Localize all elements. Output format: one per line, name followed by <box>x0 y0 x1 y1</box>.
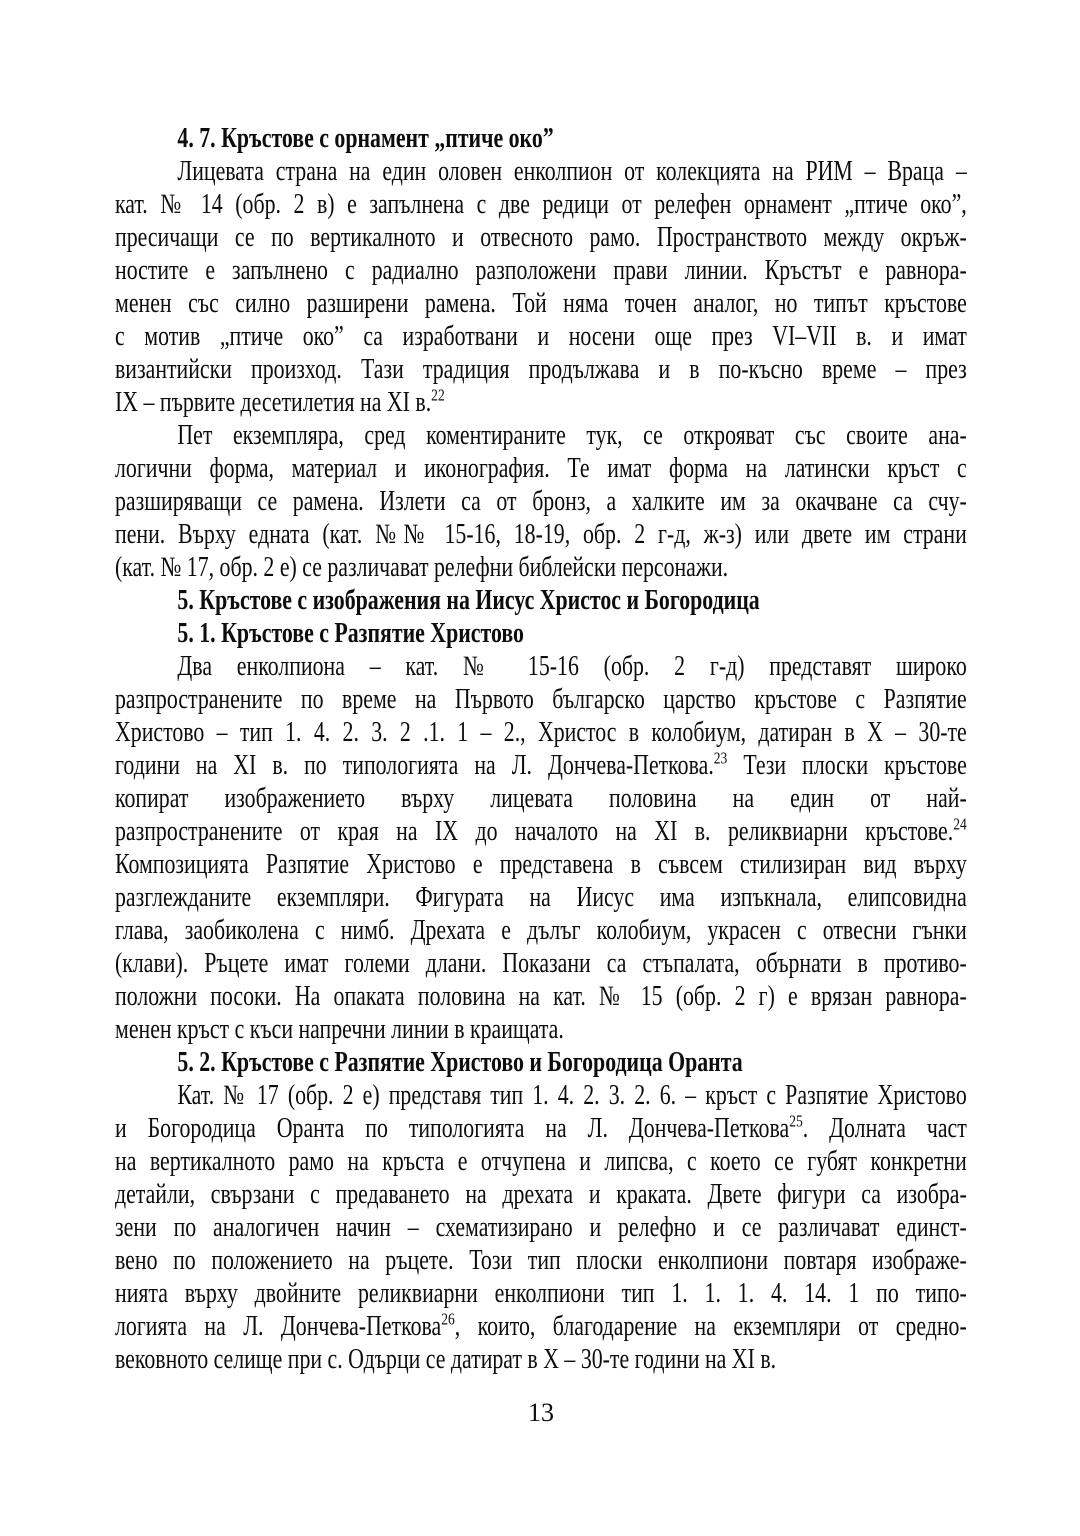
text-line: вековното селище при с. Одърци се датират в X – 30-те години на XI в. <box>115 1344 777 1375</box>
section-heading: 5. 1. Кръстове с Разпятие Христово <box>177 618 524 649</box>
text-line: пресичащи се по вертикалното и отвесното рамо. Пространството между окръж- <box>115 222 967 253</box>
text-line: византийски произход. Тази традиция продължава и в по-късно време – през <box>115 354 967 385</box>
text-line: положни посоки. На опаката половина на кат. № 15 (обр. 2 г) е врязан равнора- <box>115 981 967 1012</box>
text-line: (клави). Ръцете имат големи длани. Показани са стъпалата, обърнати в противо- <box>115 948 967 979</box>
text-line: разпространените от края на IX до началото на XI в. реликвиарни кръстове.$^{24}$ <box>115 814 967 847</box>
text-line: (кат. № 17, обр. 2 е) се различават релефни библейски персонажи. <box>115 552 729 583</box>
text-line: нията върху двойните реликвиарни енколпиони тип 1. 1. 1. 4. 14. 1 по типо- <box>115 1278 967 1309</box>
text-line: логични форма, материал и иконография. Те имат форма на латински кръст с <box>115 453 967 484</box>
text-line: разпространените по време на Първото българско царство кръстове с Разпятие <box>115 684 967 715</box>
footnote-ref: 26 <box>441 1309 455 1329</box>
text-line: Лицевата страна на един оловен енколпион от колекцията на РИМ – Враца – <box>177 156 967 187</box>
text-line: логията на Л. Дончева-Петкова$^{26}$, които, благодарение на екземпляри от средно- <box>115 1309 967 1342</box>
text-line: Христово – тип 1. 4. 2. 3. 2 .1. 1 – 2., Христос в колобиум, датиран в X – 30-те <box>115 717 967 748</box>
text-line: Два енколпиона – кат. № 15-16 (обр. 2 г-д) представят широко <box>177 651 967 682</box>
footnote-ref: 23 <box>713 748 728 768</box>
text-line: менен със силно разширени рамена. Той няма точен аналог, но типът кръстове <box>115 288 967 319</box>
text-line: Композицията Разпятие Христово е представена в съвсем стилизиран вид върху <box>115 849 967 880</box>
text-line: на вертикалното рамо на кръста е отчупена и липсва, с което се губят конкретни <box>115 1146 967 1177</box>
text-line: детайли, свързани с предаването на дрехата и краката. Двете фигури са изобра- <box>115 1179 967 1210</box>
text-line: глава, заобиколена с нимб. Дрехата е дълъг колобиум, украсен с отвесни гънки <box>115 915 967 946</box>
text-line: менен кръст с къси напречни линии в краищата. <box>115 1014 564 1045</box>
footnote-ref: 25 <box>789 1111 803 1131</box>
text-column <box>115 122 967 1376</box>
text-line: копират изображението върху лицевата половина на един от най- <box>115 783 967 814</box>
footnote-ref: 24 <box>953 814 967 834</box>
text-line: с мотив „птиче око” са изработвани и носени още през VI–VII в. и имат <box>115 321 967 352</box>
footnote-ref: 22 <box>431 385 445 405</box>
text-line: вено по положението на ръцете. Този тип плоски енколпиони повтаря изображе- <box>115 1245 967 1276</box>
text-line: Кат. № 17 (обр. 2 е) представя тип 1. 4. 2. 3. 2. 6. – кръст с Разпятие Христово <box>177 1080 967 1111</box>
text-line: разглежданите екземпляри. Фигурата на Иисус има изпъкнала, елипсовидна <box>115 882 967 913</box>
section-heading: 5. 2. Кръстове с Разпятие Христово и Богородица Оранта <box>177 1047 743 1078</box>
text-line: кат. № 14 (обр. 2 в) е запълнена с две редици от релефен орнамент „птиче око”, <box>115 189 967 220</box>
text-block <box>115 122 967 1376</box>
text-line: IX – първите десетилетия на XI в.$^{22}$ <box>115 385 445 418</box>
text-line: години на XI в. по типологията на Л. Дончева-Петкова.$^{23}$ Тези плоски кръстове <box>115 748 967 781</box>
section-heading: 4. 7. Кръстове с орнамент „птиче око” <box>177 123 554 154</box>
text-line: Пет екземпляра, сред коментираните тук, се открояват със своите ана- <box>177 420 967 451</box>
text-line: пени. Върху едната (кат. №№ 15-16, 18-19, обр. 2 г-д, ж-з) или двете им страни <box>115 519 967 550</box>
text-line: зени по аналогичен начин – схематизирано и релефно и се различават единст- <box>115 1212 967 1243</box>
text-line: и Богородица Оранта по типологията на Л. Дончева-Петкова$^{25}$. Долната част <box>115 1111 967 1144</box>
text-line: разширяващи се рамена. Излети са от бронз, а халките им за окачване са счу- <box>115 486 967 517</box>
page-number: 13 <box>528 1398 554 1427</box>
text-line: ностите е запълнено с радиално разположени прави линии. Кръстът е равнора- <box>115 255 967 286</box>
section-heading: 5. Кръстове с изображения на Иисус Христос и Богородица <box>177 585 760 616</box>
